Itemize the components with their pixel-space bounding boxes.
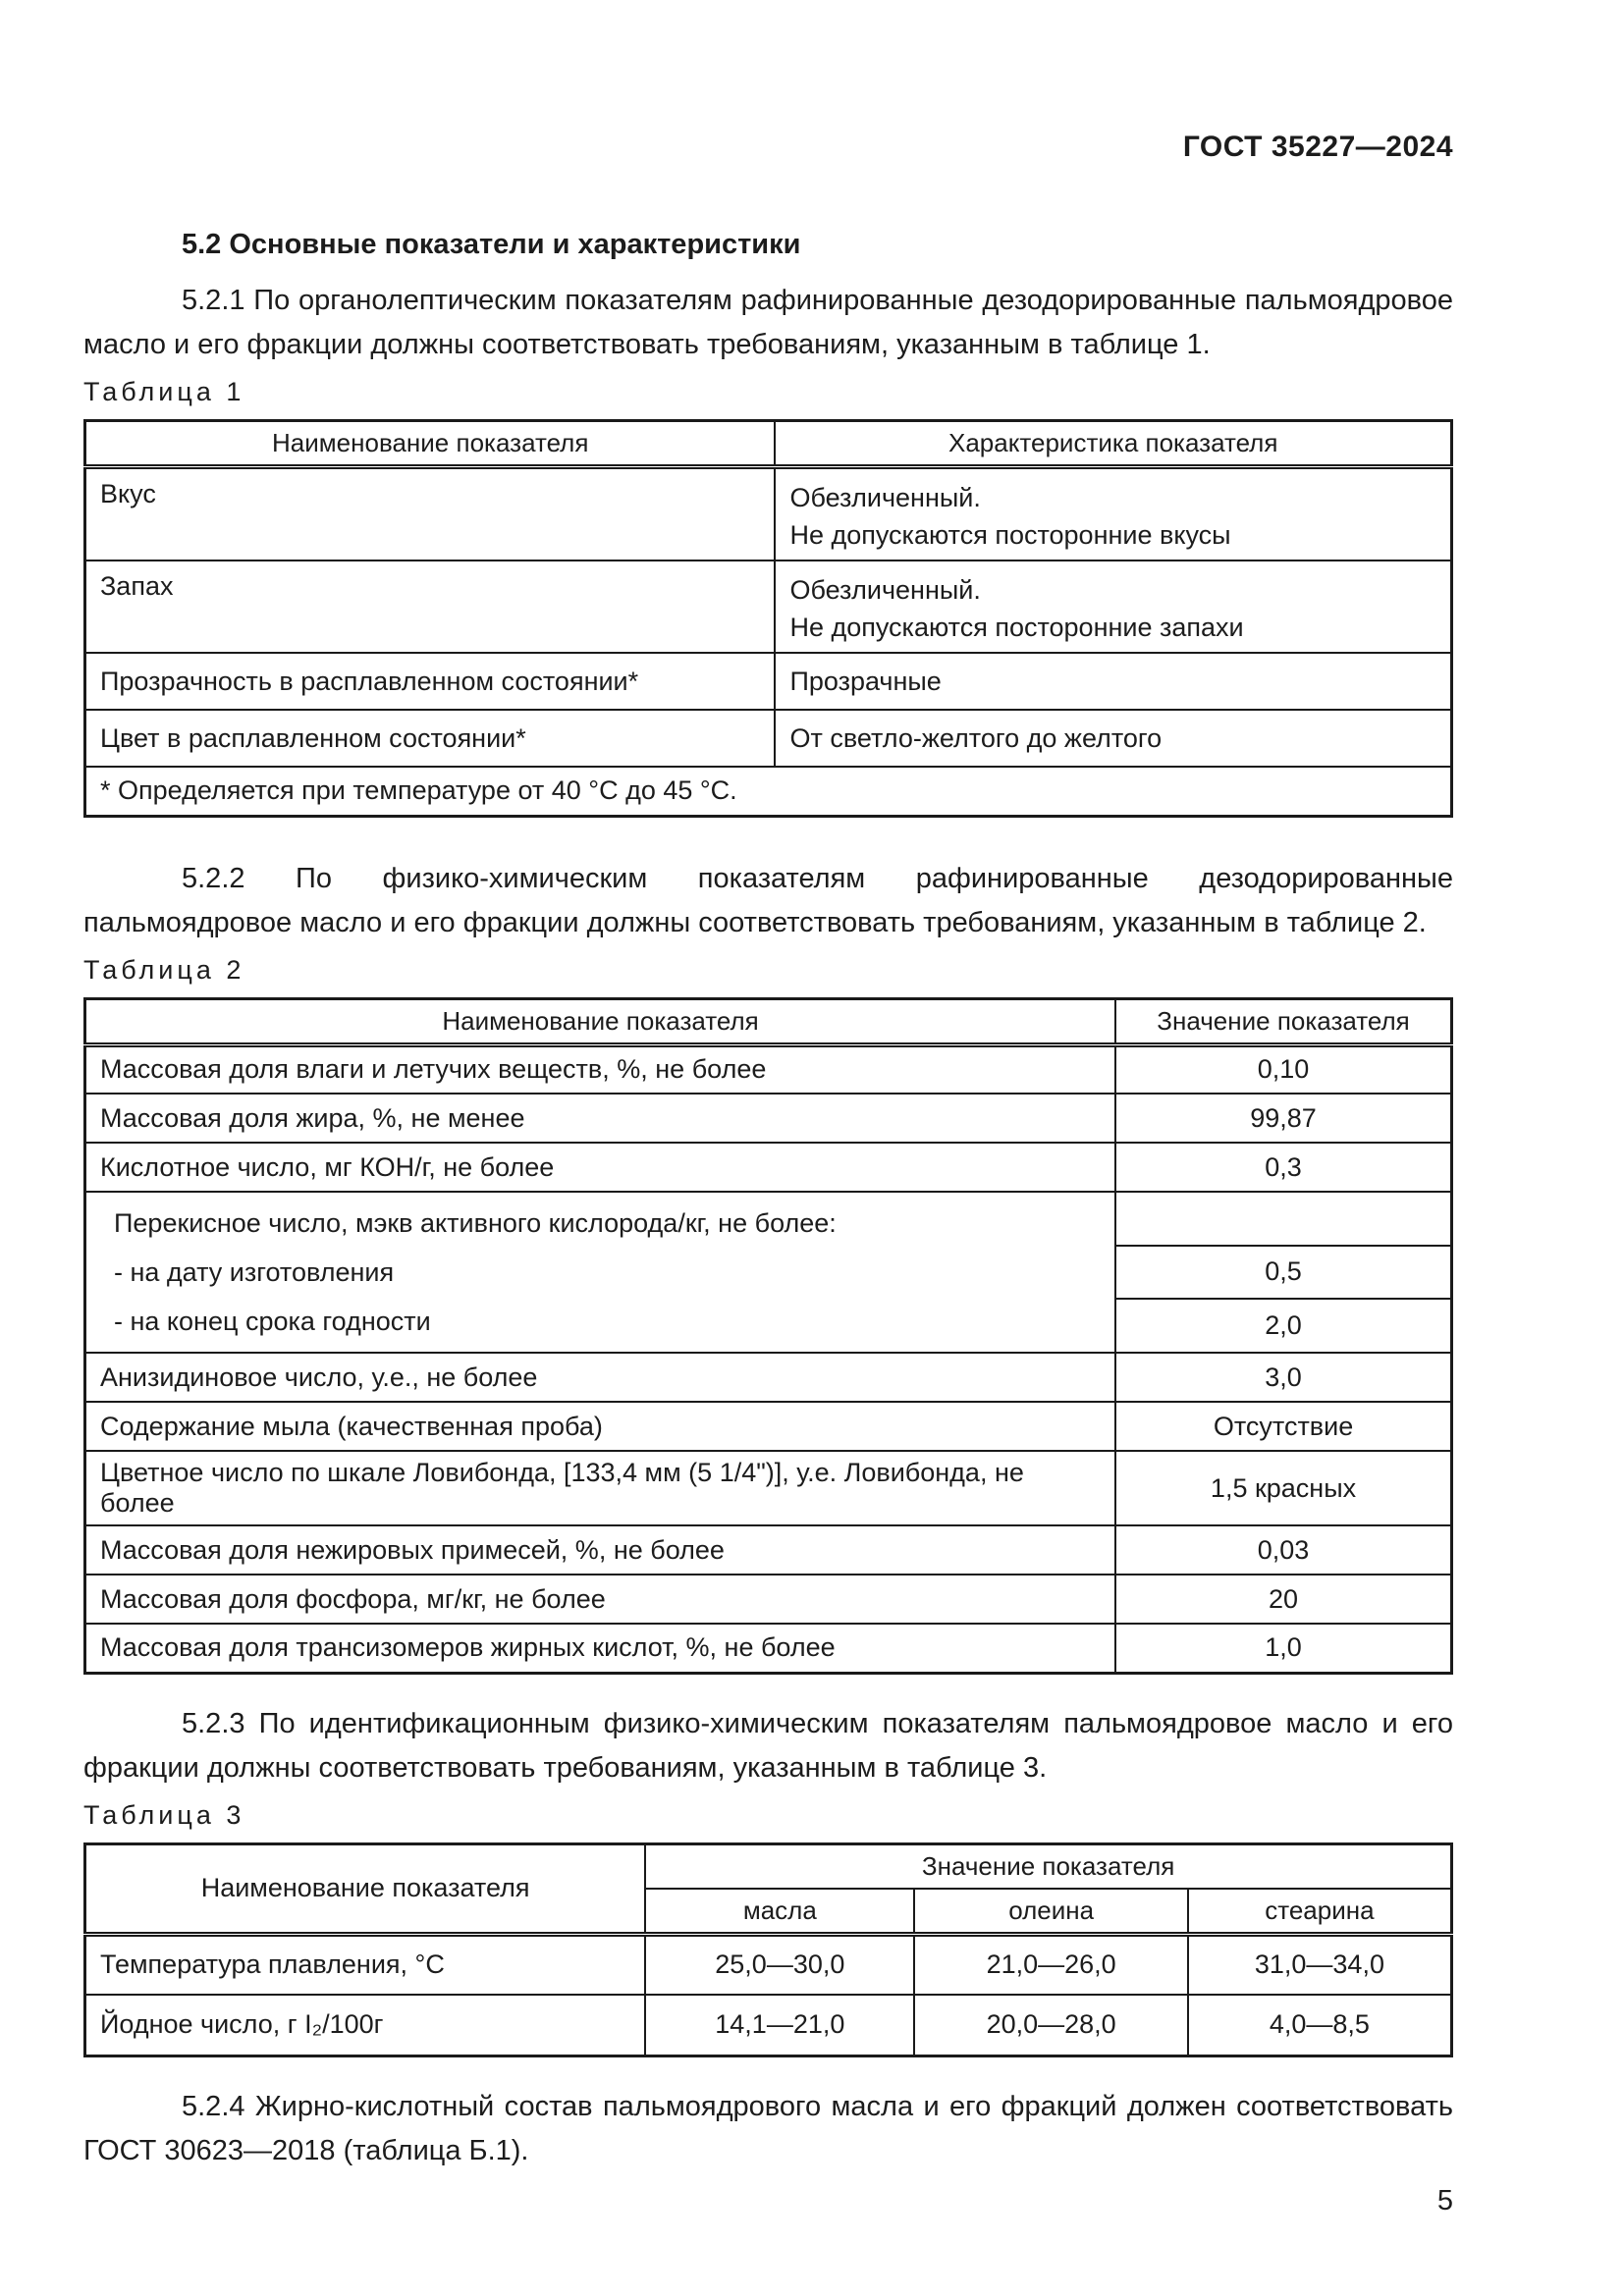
table-row — [85, 1143, 1452, 1192]
page-number: 5 — [1436, 2184, 1453, 2216]
indicator-name-cell: Массовая доля влаги и летучих веществ, %, не более — [85, 1044, 1116, 1094]
column-subheader: олеина — [914, 1889, 1187, 1935]
indicator-name-cell: Йодное число, г I₂/100г — [85, 1995, 646, 2056]
indicator-value-cell: 3,0 — [1115, 1353, 1451, 1402]
table-row — [85, 561, 1452, 653]
column-header: Значение показателя — [645, 1843, 1451, 1889]
table-header-row — [85, 998, 1452, 1044]
table-row — [85, 1044, 1452, 1094]
indicator-name-cell: Вкус — [85, 467, 776, 561]
indicator-value-cell: 0,10 — [1115, 1044, 1451, 1094]
table-header-row — [85, 421, 1452, 467]
column-header: Характеристика показателя — [775, 421, 1451, 467]
paragraph-5-2-1: 5.2.1 По органолептическим показателям рафинированные дезодорированные пальмоядровое масло и его фракции должны соответствовать требованиям, указанным в таблице 1. — [83, 285, 1453, 360]
table3-label: Таблица 3 — [83, 1799, 245, 1830]
indicator-value-cell: Прозрачные — [775, 653, 1451, 710]
table-row — [85, 1451, 1452, 1525]
table1 — [83, 419, 1453, 818]
section-heading: 5.2 Основные показатели и характеристики — [182, 229, 801, 260]
indicator-name-cell: Запах — [85, 561, 776, 653]
indicator-value-cell: 2,0 — [1115, 1299, 1451, 1353]
indicator-name-cell: Цвет в расплавленном состоянии* — [85, 710, 776, 767]
olein-value-cell: 20,0—28,0 — [914, 1995, 1187, 2056]
indicator-name-cell: Массовая доля жира, %, не менее — [85, 1094, 1116, 1143]
table-row — [85, 1353, 1452, 1402]
value-line: Обезличенный. — [789, 483, 981, 512]
oil-value-cell: 14,1—21,0 — [645, 1995, 914, 2056]
table2 — [83, 997, 1453, 1675]
indicator-name-line: - на дату изготовления — [114, 1256, 395, 1287]
indicator-name-cell — [85, 1192, 1116, 1353]
table-header-row — [85, 1843, 1452, 1889]
indicator-value-cell — [775, 467, 1451, 561]
indicator-value-cell — [775, 561, 1451, 653]
value-line: Обезличенный. — [789, 575, 981, 605]
indicator-value-cell: 0,3 — [1115, 1143, 1451, 1192]
indicator-value-cell: От светло-желтого до желтого — [775, 710, 1451, 767]
paragraph-5-2-4: 5.2.4 Жирно-кислотный состав пальмоядрового масла и его фракций должен соответствовать ГОСТ 30623—2018 (таблица Б.1). — [83, 2090, 1453, 2166]
doc-code: ГОСТ 35227—2024 — [1182, 131, 1453, 163]
column-subheader: масла — [645, 1889, 914, 1935]
indicator-value-cell — [1115, 1192, 1451, 1246]
indicator-name-cell: Массовая доля фосфора, мг/кг, не более — [85, 1575, 1116, 1624]
indicator-name-cell: Массовая доля трансизомеров жирных кислот, %, не более — [85, 1624, 1116, 1673]
value-line: Не допускаются посторонние вкусы — [789, 520, 1231, 550]
table-row — [85, 1575, 1452, 1624]
indicator-value-cell: Отсутствие — [1115, 1402, 1451, 1451]
table-row — [85, 1995, 1452, 2056]
column-header: Наименование показателя — [85, 998, 1116, 1044]
indicator-name-cell: Прозрачность в расплавленном состоянии* — [85, 653, 776, 710]
indicator-name-line: Перекисное число, мэкв активного кислорода/кг, не более: — [114, 1207, 837, 1238]
stearin-value-cell: 4,0—8,5 — [1188, 1995, 1452, 2056]
paragraph-5-2-2: 5.2.2 По физико-химическим показателям рафинированные дезодорированные пальмоядровое масло и его фракции должны соответствовать требованиям, указанным в таблице 2. — [83, 862, 1453, 938]
indicator-value-cell: 1,0 — [1115, 1624, 1451, 1673]
table1-footnote: * Определяется при температуре от 40 °С до 45 °С. — [85, 767, 1452, 816]
paragraph-5-2-3: 5.2.3 По идентификационным физико-химическим показателям пальмоядровое масло и его фракции должны соответствовать требованиям, указанным в таблице 3. — [83, 1707, 1453, 1784]
indicator-name-cell: Содержание мыла (качественная проба) — [85, 1402, 1116, 1451]
column-subheader: стеарина — [1188, 1889, 1452, 1935]
table1-label: Таблица 1 — [83, 377, 245, 406]
column-header: Наименование показателя — [85, 1843, 646, 1934]
indicator-name-cell: Цветное число по шкале Ловибонда, [133,4 мм (5 1/4")], у.е. Ловибонда, не более — [85, 1451, 1116, 1525]
column-header: Наименование показателя — [85, 421, 776, 467]
indicator-name-line: - на конец срока годности — [114, 1306, 431, 1336]
stearin-value-cell: 31,0—34,0 — [1188, 1934, 1452, 1995]
table-row — [85, 1934, 1452, 1995]
indicator-name-cell: Кислотное число, мг КОН/г, не более — [85, 1143, 1116, 1192]
table-row — [85, 1525, 1452, 1575]
indicator-value-cell: 0,03 — [1115, 1525, 1451, 1575]
indicator-name-cell: Температура плавления, °С — [85, 1934, 646, 1995]
table-row — [85, 1094, 1452, 1143]
indicator-name-cell: Анизидиновое число, у.е., не более — [85, 1353, 1116, 1402]
table-row — [85, 653, 1452, 710]
oil-value-cell: 25,0—30,0 — [645, 1934, 914, 1995]
table-row — [85, 1624, 1452, 1673]
indicator-value-cell: 99,87 — [1115, 1094, 1451, 1143]
value-line: Не допускаются посторонние запахи — [789, 613, 1244, 642]
table3 — [83, 1842, 1453, 2057]
table-row — [85, 1192, 1452, 1246]
indicator-value-cell: 20 — [1115, 1575, 1451, 1624]
table-row — [85, 467, 1452, 561]
table-row — [85, 1402, 1452, 1451]
olein-value-cell: 21,0—26,0 — [914, 1934, 1187, 1995]
indicator-name-cell: Массовая доля нежировых примесей, %, не более — [85, 1525, 1116, 1575]
column-header: Значение показателя — [1115, 998, 1451, 1044]
indicator-value-cell: 1,5 красных — [1115, 1451, 1451, 1525]
indicator-value-cell: 0,5 — [1115, 1246, 1451, 1300]
table2-label: Таблица 2 — [83, 954, 245, 985]
table-row — [85, 710, 1452, 767]
table-footnote-row — [85, 767, 1452, 816]
